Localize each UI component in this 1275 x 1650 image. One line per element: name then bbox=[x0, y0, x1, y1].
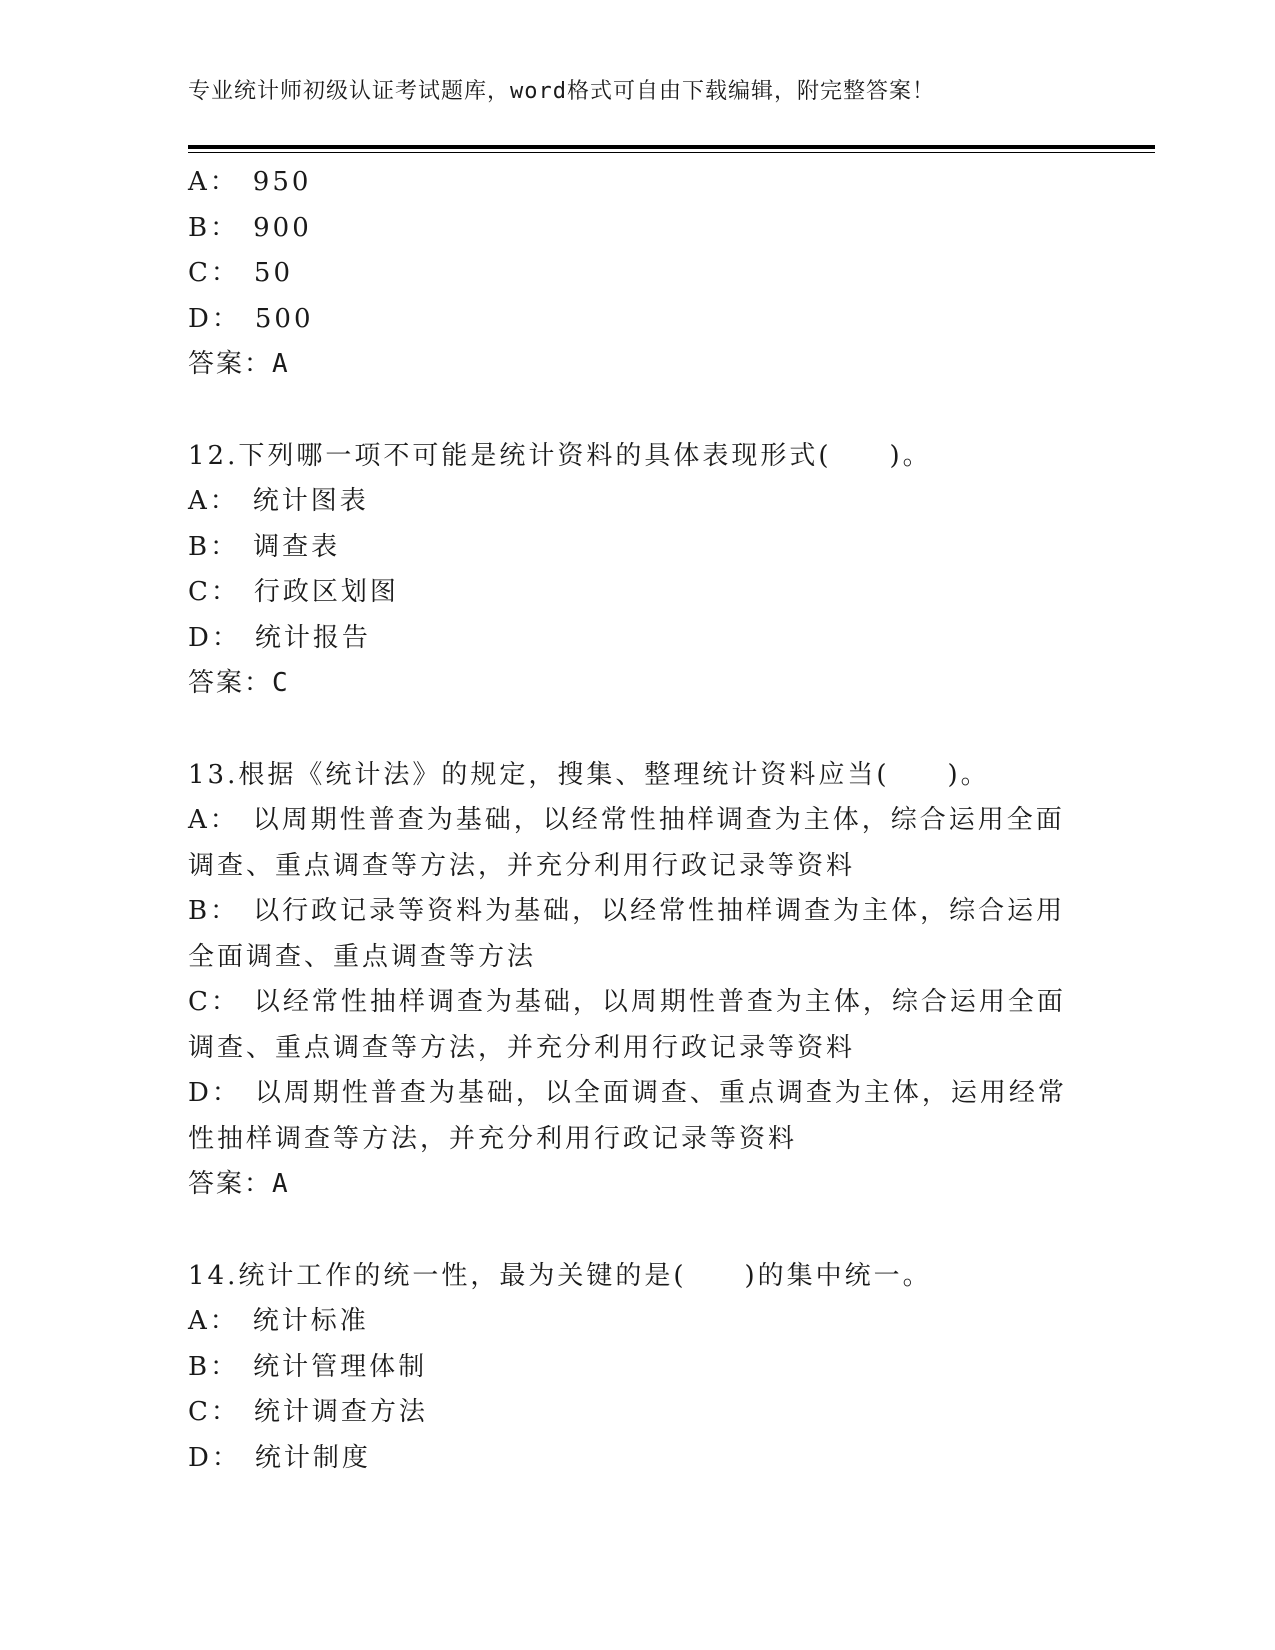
option-b bbox=[188, 206, 1088, 252]
option-label: C： bbox=[188, 258, 240, 288]
option-label: D： bbox=[188, 1442, 241, 1473]
option-label: A： bbox=[188, 805, 239, 835]
option-text: 500 bbox=[254, 303, 314, 334]
option-text: 统计标准 bbox=[252, 1306, 369, 1336]
option-text: 行政区划图 bbox=[253, 577, 399, 607]
option-text: 统计调查方法 bbox=[253, 1397, 428, 1427]
option-text: 统计制度 bbox=[254, 1442, 371, 1473]
option-d bbox=[188, 1436, 1088, 1482]
option-label: A： bbox=[188, 167, 239, 197]
answer-label: 答案： bbox=[188, 668, 273, 698]
option-text: 统计报告 bbox=[254, 622, 371, 653]
option-d bbox=[188, 297, 1088, 343]
option-label: D： bbox=[188, 1078, 241, 1108]
option-text: 50 bbox=[253, 258, 293, 288]
option-a bbox=[188, 1299, 1088, 1345]
option-c bbox=[188, 980, 1088, 1071]
page-header: 专业统计师初级认证考试题库，word格式可自由下载编辑，附完整答案！ bbox=[188, 79, 935, 104]
option-label: D： bbox=[188, 622, 241, 653]
option-text: 950 bbox=[252, 167, 312, 197]
option-d bbox=[188, 616, 1088, 662]
header-rule-thin bbox=[188, 152, 1155, 153]
option-label: B： bbox=[188, 896, 240, 926]
option-label: B： bbox=[188, 1351, 240, 1382]
option-d bbox=[188, 1071, 1088, 1162]
question-text: 12.下列哪一项不可能是统计资料的具体表现形式( )。 bbox=[188, 440, 932, 471]
answer-value: C bbox=[272, 668, 290, 698]
option-label: B： bbox=[188, 212, 240, 243]
answer-line bbox=[188, 661, 1088, 707]
answer-line bbox=[188, 342, 1088, 388]
option-label: D： bbox=[188, 303, 241, 334]
option-a bbox=[188, 160, 1088, 206]
option-b bbox=[188, 525, 1088, 571]
option-text: 以周期性普查为基础，以全面调查、重点调查为主体，运用经常性抽样调查等方法，并充分利用行政记录等资料 bbox=[188, 1078, 1067, 1154]
option-label: B： bbox=[188, 531, 240, 562]
option-c bbox=[188, 1390, 1088, 1436]
option-label: C： bbox=[188, 987, 240, 1017]
answer-label: 答案： bbox=[188, 349, 273, 379]
option-text: 以经常性抽样调查为基础，以周期性普查为主体，综合运用全面调查、重点调查等方法，并充分利用行政记录等资料 bbox=[188, 987, 1066, 1063]
answer-line bbox=[188, 1162, 1088, 1208]
option-c bbox=[188, 570, 1088, 616]
header-rule-thick bbox=[188, 145, 1155, 149]
question-14 bbox=[188, 1254, 1088, 1482]
answer-label: 答案： bbox=[188, 1169, 273, 1199]
option-text: 以周期性普查为基础，以经常性抽样调查为主体，综合运用全面调查、重点调查等方法，并充分利用行政记录等资料 bbox=[188, 805, 1065, 881]
question-12 bbox=[188, 434, 1088, 707]
option-text: 以行政记录等资料为基础，以经常性抽样调查为主体，综合运用全面调查、重点调查等方法 bbox=[188, 896, 1066, 972]
option-text: 900 bbox=[253, 212, 312, 243]
question-text: 13.根据《统计法》的规定，搜集、整理统计资料应当( )。 bbox=[188, 759, 990, 790]
option-label: A： bbox=[188, 1306, 239, 1336]
option-a bbox=[188, 479, 1088, 525]
option-text: 统计图表 bbox=[252, 486, 369, 516]
option-label: C： bbox=[188, 1397, 240, 1427]
option-b bbox=[188, 1345, 1088, 1391]
option-text: 统计管理体制 bbox=[253, 1351, 428, 1382]
question-content bbox=[188, 160, 1088, 1481]
question-13 bbox=[188, 753, 1088, 1208]
option-label: A： bbox=[188, 486, 239, 516]
question-11 bbox=[188, 160, 1088, 388]
option-b bbox=[188, 889, 1088, 980]
question-text: 14.统计工作的统一性，最为关键的是( )的集中统一。 bbox=[188, 1260, 932, 1291]
answer-value: A bbox=[272, 1169, 290, 1199]
option-a bbox=[188, 798, 1088, 889]
option-c bbox=[188, 251, 1088, 297]
option-label: C： bbox=[188, 577, 240, 607]
option-text: 调查表 bbox=[253, 531, 341, 562]
answer-value: A bbox=[272, 349, 290, 379]
